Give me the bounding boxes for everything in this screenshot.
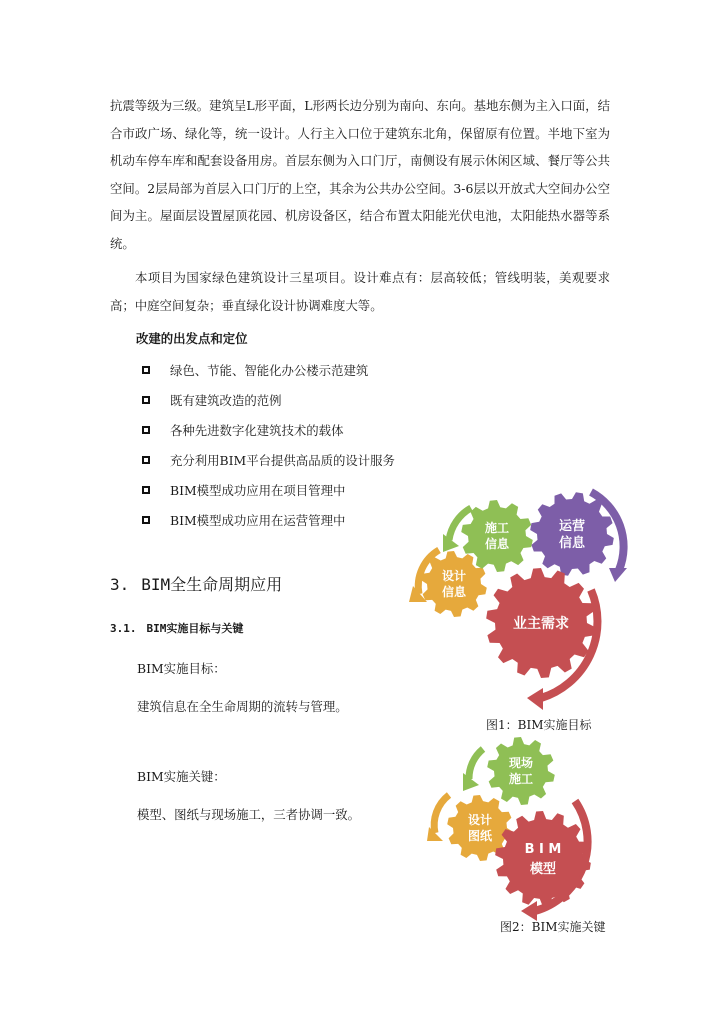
square-bullet-icon — [142, 396, 150, 404]
gear-operation-shape — [530, 492, 614, 576]
gear-design-label-1: 设计 — [441, 569, 467, 583]
subsection-heading — [110, 620, 243, 636]
list-item — [142, 445, 395, 475]
operation-arrowhead-icon — [609, 568, 627, 582]
figure-2-gear-diagram — [425, 733, 625, 913]
drawings-arrow — [434, 795, 449, 833]
gear-operation-label-1: 运营 — [558, 519, 586, 534]
gear-drawings-label-2: 图纸 — [467, 829, 493, 843]
list-item-text: 绿色、节能、智能化办公楼示范建筑 — [170, 363, 369, 378]
square-bullet-icon — [142, 456, 150, 464]
gear-site-label-1: 现场 — [508, 756, 534, 770]
gear-design-label-2: 信息 — [441, 585, 467, 599]
list-item-text: BIM模型成功应用在运营管理中 — [170, 513, 346, 528]
square-bullet-icon — [142, 426, 150, 434]
list-item — [142, 505, 395, 535]
subsection-title: BIM实施目标与关键 — [146, 622, 244, 635]
section-title: BIM全生命周期应用 — [141, 575, 283, 594]
list-item — [142, 385, 395, 415]
list-item — [142, 415, 395, 445]
gear-construction-label-1: 施工 — [484, 521, 510, 535]
figure-2-caption: 图2：BIM实施关键 — [500, 920, 606, 934]
section-heading — [110, 572, 282, 595]
gear-operation-label-2: 信息 — [558, 536, 586, 551]
body-paragraph-2: 本项目为国家绿色建筑设计三星项目。设计难点有：层高较低；管线明装，美观要求高；中庭空间复杂；垂直绿化设计协调难度大等。 — [110, 270, 610, 313]
list-item-text: 既有建筑改造的范例 — [170, 393, 282, 408]
gear-model-label-1: B I M — [524, 842, 562, 857]
gear-owner-label: 业主需求 — [513, 616, 569, 632]
body-paragraph-1: 抗震等级为三级。建筑呈L形平面，L形两长边分别为南向、东向。基地东侧为主入口面，结合市政广场、绿化等，统一设计。人行主入口位于建筑东北角，保留原有位置。半地下室为机动车停车库和配套设备用房。首层东侧为入口门厅，南侧设有展示休闲区域、餐厅等公共空间。2层局部为首层入口门厅的上空，其余为公共办公空间。3-6层以开放式大空间办公空间为主。屋面层设置屋顶花园、机房设备区，结合布置太阳能光伏电池，太阳能热水器等系统。 — [110, 98, 610, 251]
gear-model-shape — [495, 811, 591, 907]
gear-construction-label-2: 信息 — [484, 537, 510, 551]
gear-model — [495, 811, 591, 907]
figure-1-gear-diagram — [405, 478, 635, 713]
subheading-starting-point: 改建的出发点和定位 — [136, 331, 248, 346]
gear-operation — [530, 492, 614, 576]
site-arrow — [469, 749, 483, 779]
goal-text: 建筑信息在全生命周期的流转与管理。 — [137, 699, 348, 714]
owner-arrowhead-icon — [527, 688, 543, 710]
list-item — [142, 355, 395, 385]
subsection-number: 3.1. — [110, 622, 137, 635]
gear-site-shape — [487, 737, 555, 805]
figure-1-caption: 图1：BIM实施目标 — [486, 718, 592, 732]
gear-drawings-label-1: 设计 — [467, 813, 493, 827]
section-number: 3. — [110, 575, 130, 594]
list-item-text: 各种先进数字化建筑技术的载体 — [170, 423, 344, 438]
list-item — [142, 475, 395, 505]
list-item-text: 充分利用BIM平台提供高品质的设计服务 — [170, 453, 395, 468]
square-bullet-icon — [142, 486, 150, 494]
goal-label: BIM实施目标： — [137, 661, 226, 676]
gear-owner — [486, 568, 596, 678]
key-text: 模型、图纸与现场施工，三者协调一致。 — [137, 807, 361, 822]
square-bullet-icon — [142, 366, 150, 374]
gear-model-label-2: 模型 — [529, 862, 557, 877]
square-bullet-icon — [142, 516, 150, 524]
list-item-text: BIM模型成功应用在项目管理中 — [170, 483, 346, 498]
bullet-list — [142, 355, 395, 535]
gear-site — [487, 737, 555, 805]
gear-site-label-2: 施工 — [508, 772, 534, 786]
key-label: BIM实施关键： — [137, 769, 226, 784]
